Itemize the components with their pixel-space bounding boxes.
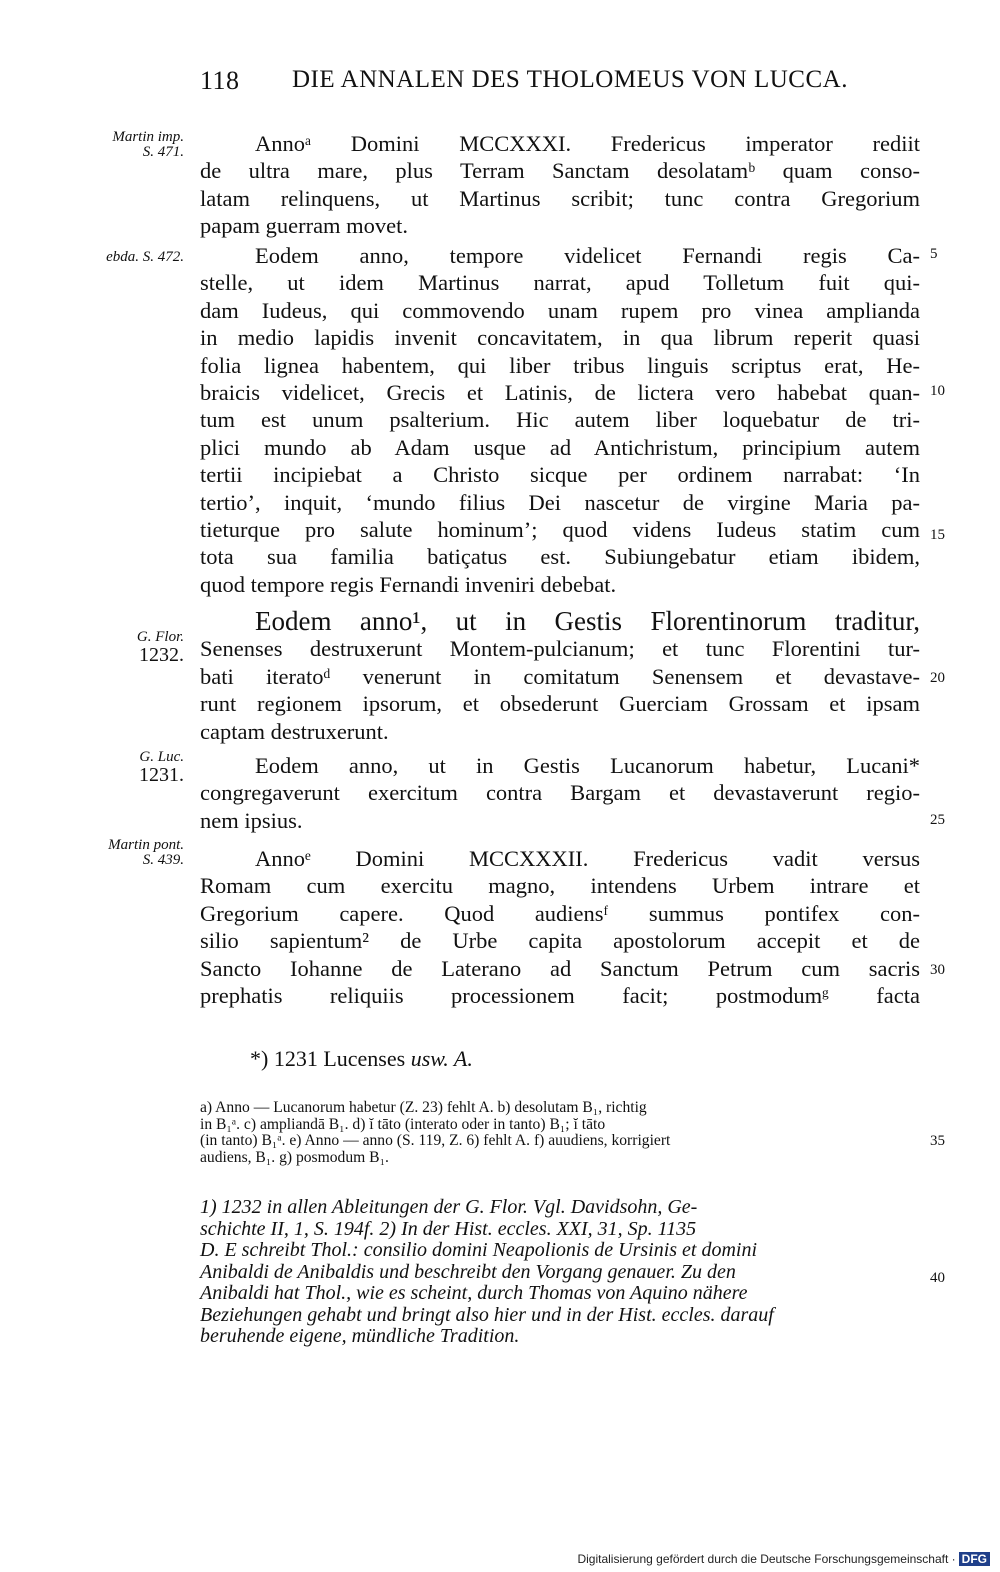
text-line: Gregorium capere. Quod audiensᶠ summus pontifex con- (200, 900, 920, 926)
text-line: congregaverunt exercitum contra Bargam et devastaverunt regio- (200, 780, 920, 806)
text-line: stelle, ut idem Martinus narrat, apud Tolletum fuit qui- (200, 270, 920, 296)
apparatus-line: audiens, B₁. g) posmodum B₁. (200, 1148, 389, 1166)
sidenote-year: 1231. (139, 764, 184, 786)
text-line: quod tempore regis Fernandi inveniri debebat. (200, 571, 617, 597)
sidenote-ebda (62, 250, 184, 265)
text-line: nem ipsius. (200, 807, 303, 833)
sidenote-line: Martin imp. (112, 129, 184, 145)
text-line: plici mundo ab Adam usque ad Antichristum, principium autem (200, 434, 920, 460)
star-mark: *) (250, 1046, 269, 1071)
footnote-line: D. E schreibt Thol.: consilio domini Neapolionis de Ursinis et domini (200, 1239, 758, 1261)
footnote-line: Beziehungen gehabt und bringt also hier und in der Hist. eccles. darauf (200, 1303, 774, 1326)
text-line: tieturque pro salute hominum’; quod videns Iudeus statim cum (200, 516, 920, 542)
text-line: bati iteratoᵈ venerunt in comitatum Senensem et devastave- (200, 663, 920, 689)
footnote-line: 1) 1232 in allen Ableitungen der G. Flor. Vgl. Davidsohn, Ge- (200, 1196, 698, 1218)
text-line: Romam cum exercitu magno, intendens Urbem intrare et (200, 873, 920, 899)
star-text: Lucenses (323, 1046, 406, 1071)
sidenote-line: G. Luc. (139, 749, 184, 765)
sidenote-g-luc (62, 750, 184, 785)
star-tail: usw. A. (410, 1046, 473, 1071)
credit-text: Digitalisierung gefördert durch die Deutsche Forschungsgemeinschaft · (577, 1552, 956, 1566)
digitization-credit (577, 1552, 990, 1566)
sidenote-line: ebda. S. 472. (106, 249, 184, 265)
text-line: Sancto Iohanne de Laterano ad Sanctum Petrum cum sacris (200, 955, 920, 981)
sidenote-martin-imp (62, 130, 184, 160)
sidenote-line: S. 439. (142, 852, 184, 868)
line-number: 15 (930, 527, 945, 543)
line-number: 5 (930, 246, 938, 262)
footnote-line: schichte II, 1, S. 194f. 2) In der Hist. eccles. XXI, 31, Sp. 1135 (200, 1217, 697, 1240)
paragraph-1231 (200, 130, 920, 240)
apparatus-line: in B₁ᵃ. c) ampliandā B₁. d) ĭ tāto (interato oder in tanto) B₁; ĭ tāto (200, 1115, 606, 1133)
text-line: tertio’, inquit, ‘mundo filius Dei nascetur de virgine Maria pa- (200, 489, 920, 515)
text-line: Annoᵃ Domini MCCXXXI. Fredericus imperator rediit (255, 131, 920, 156)
line-number: 35 (930, 1133, 945, 1149)
star-year: 1231 (273, 1046, 318, 1071)
historical-footnotes (200, 1197, 922, 1348)
line-number: 10 (930, 383, 945, 399)
paragraph-1232 (200, 845, 920, 1009)
critical-apparatus (200, 1100, 922, 1166)
apparatus-line: a) Anno — Lucanorum habetur (Z. 23) fehlt A. b) desolutam B₁, richtig (200, 1099, 647, 1116)
text-line: Eodem anno, tempore videlicet Fernandi regis Ca- (255, 243, 920, 268)
text-line: Annoᵉ Domini MCCXXXII. Fredericus vadit versus (255, 846, 920, 871)
sidenote-year: 1232. (139, 644, 184, 666)
text-line: tota sua familia batiçatus est. Subiungebatur etiam ibidem, (200, 544, 920, 570)
paragraph-eodem-anno-toledo (200, 242, 920, 598)
line-number: 40 (930, 1270, 945, 1286)
sidenote-line: G. Flor. (136, 629, 184, 645)
paragraph-gesta-lucanorum (200, 752, 920, 834)
text-line: Senenses destruxerunt Montem-pulcianum; et tunc Florentini tur- (200, 636, 920, 662)
page-number: 118 (200, 66, 240, 95)
text-line: in medio lapidis invenit concavitatem, in qua librum reperit quasi (200, 325, 920, 351)
apparatus-line: (in tanto) B₁ᵃ. e) Anno — anno (S. 119, Z. 6) fehlt A. f) auudiens, korrigiert (200, 1132, 671, 1150)
text-line: folia lignea habentem, qui liber tribus linguis scriptus erat, He- (200, 352, 920, 378)
text-line: de ultra mare, plus Terram Sanctam desolatamᵇ quam conso- (200, 158, 920, 184)
text-line: dam Iudeus, qui commovendo unam rupem pro vinea amplianda (200, 297, 920, 323)
footnote-line: beruhende eigene, mündliche Tradition. (200, 1325, 520, 1347)
text-line: braicis videlicet, Grecis et Latinis, de lictera vero habebat quan- (200, 379, 920, 405)
sidenote-g-flor (62, 630, 184, 665)
line-number: 25 (930, 812, 945, 828)
sidenote-line: Martin pont. (108, 837, 184, 853)
text-line: latam relinquens, ut Martinus scribit; tunc contra Gregorium (200, 185, 920, 211)
text-line: tertii incipiebat a Christo sicque per ordinem narrabat: ‘In (200, 462, 920, 488)
text-line: runt regionem ipsorum, et obsederunt Guerciam Grossam et ipsam (200, 691, 920, 717)
paragraph-gesta-florentinorum (200, 608, 920, 745)
text-line: tum est unum psalterium. Hic autem liber loquebatur de tri- (200, 407, 920, 433)
text-line: papam guerram movet. (200, 213, 409, 239)
dfg-logo: DFG (959, 1552, 990, 1566)
page-header (200, 66, 920, 106)
sidenote-line: S. 471. (142, 144, 184, 160)
line-number: 20 (930, 670, 945, 686)
variant-note-star (250, 1046, 473, 1072)
text-line: prephatis reliquiis processionem facit; postmodumᵍ facta (200, 982, 920, 1008)
text-line: Eodem anno¹, ut in Gestis Florentinorum traditur, (255, 606, 920, 636)
text-line: silio sapientum² de Urbe capita apostolorum accepit et de (200, 928, 920, 954)
text-line: Eodem anno, ut in Gestis Lucanorum habetur, Lucani* (255, 753, 920, 778)
sidenote-martin-pont (62, 838, 184, 868)
footnote-line: Anibaldi de Anibaldis und beschreibt den Vorgang genauer. Zu den (200, 1260, 736, 1283)
line-number: 30 (930, 962, 945, 978)
running-title: DIE ANNALEN DES THOLOMEUS VON LUCCA. (292, 66, 848, 93)
footnote-line: Anibaldi hat Thol., wie es scheint, durch Thomas von Aquino nähere (200, 1282, 748, 1304)
text-line: captam destruxerunt. (200, 718, 389, 744)
